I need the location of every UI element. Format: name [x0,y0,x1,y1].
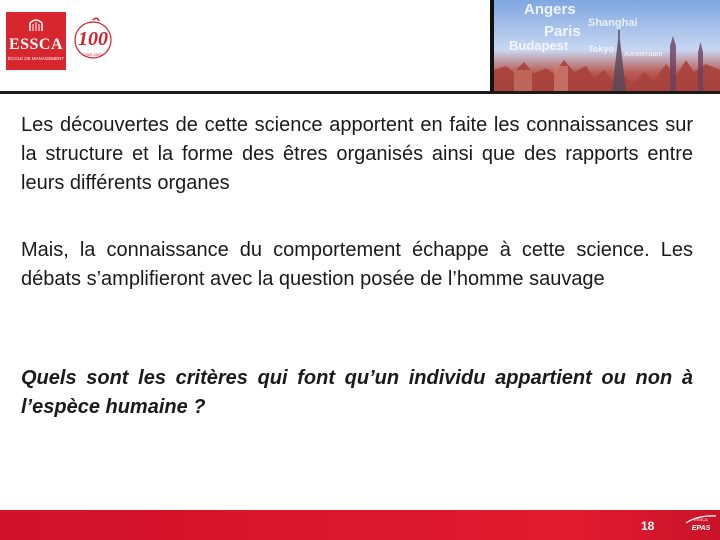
slide-footer [0,510,720,540]
banner-word-paris: Paris [544,23,581,40]
banner-word-angers: Angers [524,1,576,18]
banner-word-tokyo: Tokyo [588,44,614,54]
anniversary-logo [72,16,114,68]
banner-word-amsterdam: Amsterdam [624,51,663,58]
paragraph-behavior: Mais, la connaissance du comportement échappe à cette science. Les débats s’amplifieront avec la question posée de l’homme sauvage [21,239,693,290]
logo-text: ESSCA [8,36,64,53]
logo-subtitle: ÉCOLE DE MANAGEMENT [7,56,65,61]
question-paragraph: Quels sont les critères qui font qu’un individu appartient ou non à l’espèce humaine ? [21,367,693,418]
banner-word-budapest: Budapest [509,38,569,53]
arch-icon [28,17,44,31]
anniversary-number: 100 [78,28,108,50]
banner-word-shanghai: Shanghai [588,17,638,29]
header-divider [0,91,720,94]
city-banner-image [490,0,720,91]
epas-text: EPAS [691,525,711,532]
city-skyline-illustration [494,0,720,91]
page-number: 18 [641,519,655,533]
paragraph-discoveries: Les découvertes de cette science apportent en faite les connaissances sur la structure et la forme des êtres organisés ainsi que des rapports entre leurs différents organes [21,114,693,194]
anniversary-subtitle: 1909-2009 [83,52,103,57]
epas-logo [684,513,718,539]
epas-small-text: ESSCA [694,517,708,522]
essca-logo [6,12,66,70]
slide-header [0,0,720,93]
